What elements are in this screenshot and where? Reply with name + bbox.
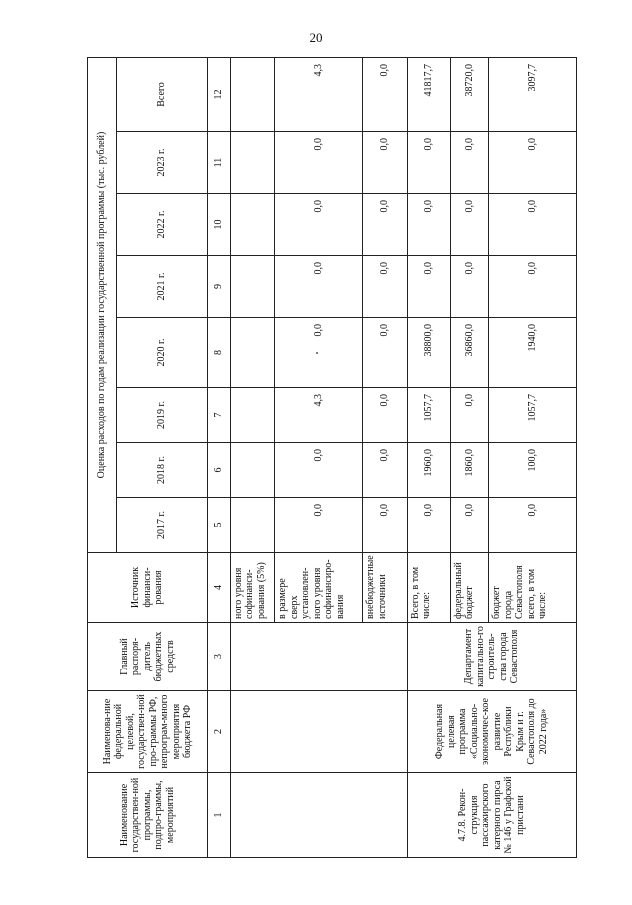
value-cell: 0,0 [450,256,489,318]
value-cell: 41817,7 [407,58,450,132]
funding-source-sevastopol: бюджет города Севастополя всего, в том числе: [489,553,577,623]
value-cell: 0,0 [407,194,450,256]
value-cell: 0,0 [450,388,489,443]
value-cell: 0,0 [450,132,489,194]
value-cell: 0,0 [363,132,408,194]
header-federal-program: Наименова-ние федеральной целевой, государствен-ной про-граммы РФ, непрограм-много мероприятия бюджета РФ [88,691,208,773]
value-cell: 0,0 [489,498,577,553]
value-cell: 0,0 [407,132,450,194]
value-cell: 4,3 [275,58,363,132]
cell-empty [230,194,275,256]
col-number: 10 [208,194,230,256]
value-cell: 4,3 [275,388,363,443]
col-number: 3 [208,623,230,691]
value-cell: 0,0 [489,194,577,256]
value-cell: 3097,7 [489,58,577,132]
value-cell: 36860,0 [450,318,489,388]
funding-source-cofinancing: ного уровня софинанси-рования (5%) [230,553,275,623]
cell-empty [230,58,275,132]
header-year-2019: 2019 г. [116,388,208,443]
funding-source-above-cofinancing: в размере сверх установлен-ного уровня софинансиро-вания [275,553,363,623]
cell-empty [230,443,275,498]
header-total: Всего [116,58,208,132]
value-cell: 0,0 [363,388,408,443]
header-program-name: Наименование государствен-ной программы, подпро-граммы, мероприятий [88,773,208,858]
header-year-2022: 2022 г. [116,194,208,256]
cell-empty [230,388,275,443]
value-cell: 0,0 [363,498,408,553]
col-number: 2 [208,691,230,773]
header-funding-source: Источник финанси-рования [88,553,208,623]
value-cell: 0,0 [275,498,363,553]
col-number: 7 [208,388,230,443]
header-year-2021: 2021 г. [116,256,208,318]
col-number: 5 [208,498,230,553]
federal-program-name: Федеральная целевая программа «Социально-экономичес-кое развитие Республики Крым и г. Севастополя до 2022 года» [407,691,576,773]
rotated-table-container [87,58,577,858]
header-expense-estimate: Оценка расходов по годам реализации государственной программы (тыс. рублей) [88,58,117,553]
value-cell: 0,0 [407,498,450,553]
funding-source-federal: федеральный бюджет [450,553,489,623]
budget-table [87,57,577,858]
value-cell: 38720,0 [450,58,489,132]
value-cell: 1057,7 [489,388,577,443]
col-number: 4 [208,553,230,623]
cell-empty [230,773,407,858]
value-cell: 0,0 [275,194,363,256]
value-cell: 0,0 [275,256,363,318]
value-cell: 100,0 [489,443,577,498]
header-year-2020: 2020 г. [116,318,208,388]
value-cell: 0,0 [363,256,408,318]
cell-empty [230,498,275,553]
col-number: 11 [208,132,230,194]
header-year-2017: 2017 г. [116,498,208,553]
cell-empty [230,256,275,318]
value-cell: 0,0 [363,58,408,132]
value-cell: 0,0 [489,256,577,318]
value-cell: 0,0 [363,318,408,388]
value-cell: 0,0 [275,132,363,194]
funding-source-total: Всего, в том числе: [407,553,450,623]
funding-source-extrabudgetary: внебюджетные источники [363,553,408,623]
item-name: 4.7.8. Рекон-струкция пассажирского катерного пирса № 146 у Графской пристани [407,773,576,858]
value-cell: 0,0 [407,256,450,318]
col-number: 6 [208,443,230,498]
col-number: 9 [208,256,230,318]
value-cell: 0,0 [363,443,408,498]
col-number: 12 [208,58,230,132]
value-cell: 0,0 [489,132,577,194]
header-year-2023: 2023 г. [116,132,208,194]
value-cell: 0,0 [450,498,489,553]
value-cell: 0,0 [450,194,489,256]
cell-empty [230,691,407,773]
value-cell: 1940,0 [489,318,577,388]
value-cell: 0,0 [275,443,363,498]
value-cell: 1860,0 [450,443,489,498]
value-cell: 1960,0 [407,443,450,498]
value-cell: 0,0 [363,194,408,256]
col-number: 1 [208,773,230,858]
page-number: 20 [309,30,323,45]
col-number: 8 [208,318,230,388]
header-year-2018: 2018 г. [116,443,208,498]
cell-empty [230,318,275,388]
value-cell: 0,0 [275,318,363,388]
value-cell: 38800,0 [407,318,450,388]
header-distributor: Главный распоря-дитель бюджетных средств [88,623,208,691]
cell-empty [230,623,407,691]
value-cell: 1057,7 [407,388,450,443]
cell-empty [230,132,275,194]
budget-distributor: Департамент капитально-го строитель-ства города Севастополя [407,623,576,691]
